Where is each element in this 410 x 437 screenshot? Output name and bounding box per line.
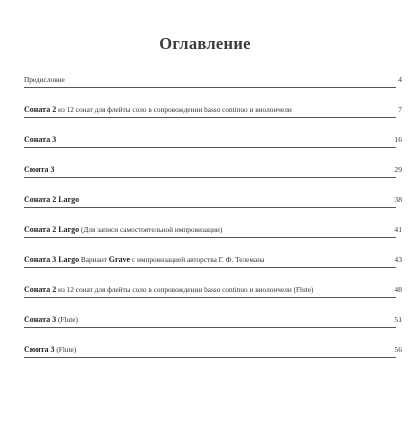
toc-entry-text: Соната 2 Largo: [24, 195, 80, 204]
toc-page-number: 56: [394, 345, 402, 354]
toc-entry-text: Соната 3 Largo Вариант Grave с импровизацией авторства Г. Ф. Телемана: [24, 255, 265, 264]
toc-entry-text: Соната 2 из 12 сонат для флейты соло в сопровождении basso continuo и виолончели: [24, 105, 292, 114]
divider: [24, 327, 396, 328]
toc-entry: [24, 314, 402, 328]
toc-entry-text: Соната 3 (Flute): [24, 315, 78, 324]
toc-page-number: 4: [398, 75, 402, 84]
divider: [24, 357, 396, 358]
toc-page-number: 29: [394, 165, 402, 174]
toc-page-number: 38: [394, 195, 402, 204]
divider: [24, 87, 396, 88]
divider: [24, 147, 396, 148]
toc-entry: [24, 344, 402, 358]
divider: [24, 207, 396, 208]
toc-entry: [24, 254, 402, 268]
toc-entry: [24, 164, 402, 178]
divider: [24, 177, 396, 178]
toc-entry: [24, 104, 402, 118]
divider: [24, 267, 396, 268]
toc-entry-text: Соната 2 из 12 сонат для флейты соло в сопровождении basso continuo и виолончели (Flute): [24, 285, 314, 294]
toc-entry: [24, 74, 402, 88]
divider: [24, 117, 396, 118]
toc-entry: [24, 194, 402, 208]
divider: [24, 237, 396, 238]
toc-entry-text: Соната 3: [24, 135, 57, 144]
toc-page-number: 51: [394, 315, 402, 324]
toc-entry-text: Сюита 3: [24, 165, 55, 174]
toc-entry-text: Сюита 3 (Flute): [24, 345, 77, 354]
toc-page-number: 48: [394, 285, 402, 294]
toc-page-number: 41: [394, 225, 402, 234]
toc-entry-text: Соната 2 Largo (Для записи самостоятельной импровизации): [24, 225, 223, 234]
page-title: Оглавление: [159, 34, 251, 53]
toc-entry-text: Предисловие: [24, 75, 65, 84]
toc-entry: [24, 224, 402, 238]
toc-page-number: 7: [398, 105, 402, 114]
divider: [24, 297, 396, 298]
toc-page-number: 16: [394, 135, 402, 144]
toc-entry: [24, 134, 402, 148]
toc-entry: [24, 284, 402, 298]
toc-page-number: 43: [394, 255, 402, 264]
